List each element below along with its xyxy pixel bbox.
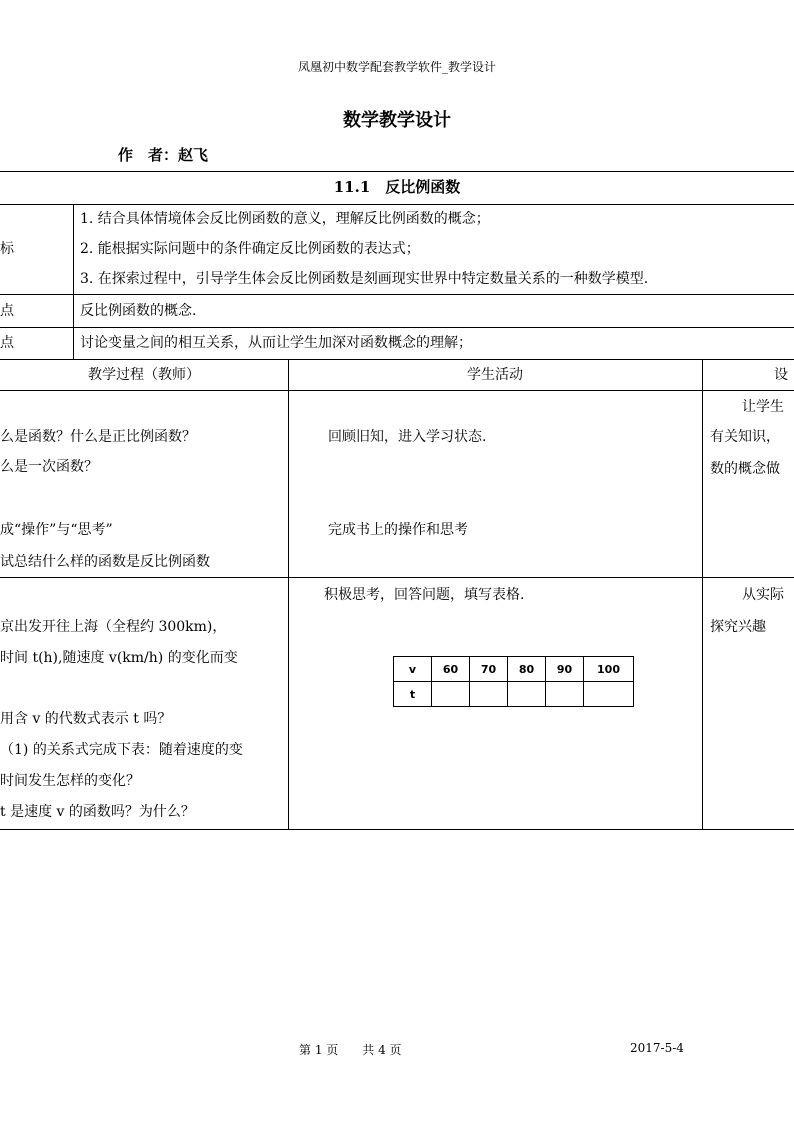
student-line: 完成书上的操作和思考 (328, 522, 468, 538)
column-header-student: 学生活动 (467, 367, 523, 383)
design-line: 从实际 (742, 587, 784, 603)
table-cell (432, 682, 470, 707)
difficulty-label: 点 (0, 335, 14, 351)
teacher-line: 么是一次函数？ (0, 459, 98, 475)
table-cell (584, 682, 634, 707)
teacher-line: 时间 t(h),随速度 v(km/h) 的变化而变 (0, 650, 238, 666)
page-title: 数学教学设计 (343, 110, 451, 131)
teacher-line: 时间发生怎样的变化？ (0, 773, 140, 789)
table-cell: 70 (470, 657, 508, 682)
lesson-title: 11.1 反比例函数 (333, 178, 461, 196)
design-line: 探究兴趣 (710, 619, 766, 635)
footer-date: 2017-5-4 (630, 1041, 684, 1055)
student-line: 回顾旧知，进入学习状态. (328, 429, 487, 445)
teacher-line: 用含 v 的代数式表示 t 吗？ (0, 711, 172, 727)
key-point-label: 点 (0, 303, 14, 319)
objective-item: 3. 在探索过程中，引导学生体会反比例函数是刻画现实世界中特定数量关系的一种数学模型. (80, 271, 649, 287)
table-cell (508, 682, 546, 707)
teacher-line: 么是函数？什么是正比例函数？ (0, 429, 196, 445)
table-cell (470, 682, 508, 707)
author-name: 赵飞 (178, 146, 209, 164)
table-cell: 60 (432, 657, 470, 682)
author-label: 作 者： (118, 146, 179, 164)
table-cell: 90 (546, 657, 584, 682)
column-header-teacher: 教学过程（教师） (88, 367, 200, 383)
design-line: 有关知识， (710, 429, 780, 445)
teacher-line: 试总结什么样的函数是反比例函数 (0, 554, 210, 570)
page-header: 凤凰初中数学配套教学软件_教学设计 (297, 60, 496, 74)
speed-time-table (393, 656, 634, 707)
key-point-text: 反比例函数的概念. (80, 303, 197, 319)
table-cell (546, 682, 584, 707)
table-cell: 100 (584, 657, 634, 682)
teacher-line: 京出发开往上海（全程约 300km)， (0, 619, 227, 635)
teacher-line: （1) 的关系式完成下表：随着速度的变 (0, 742, 243, 758)
design-line: 数的概念做 (710, 461, 780, 477)
teacher-line: 成“操作”与“思考” (0, 522, 113, 538)
table-row-t (394, 682, 634, 707)
objective-item: 1. 结合具体情境体会反比例函数的意义，理解反比例函数的概念； (80, 211, 490, 227)
objectives-label: 标 (0, 241, 14, 257)
student-line: 积极思考，回答问题，填写表格. (324, 587, 525, 603)
table-row-v (394, 657, 634, 682)
difficulty-text: 讨论变量之间的相互关系，从而让学生加深对函数概念的理解； (80, 335, 472, 351)
design-line: 让学生 (742, 399, 784, 415)
page-number: 第 1 页 共 4 页 (299, 1043, 402, 1057)
author-line (118, 144, 208, 165)
table-cell: t (394, 682, 432, 707)
table-cell: v (394, 657, 432, 682)
objective-item: 2. 能根据实际问题中的条件确定反比例函数的表达式； (80, 241, 420, 257)
column-header-design: 设 (774, 367, 788, 383)
teacher-line: t 是速度 v 的函数吗？为什么？ (0, 804, 195, 820)
table-cell: 80 (508, 657, 546, 682)
